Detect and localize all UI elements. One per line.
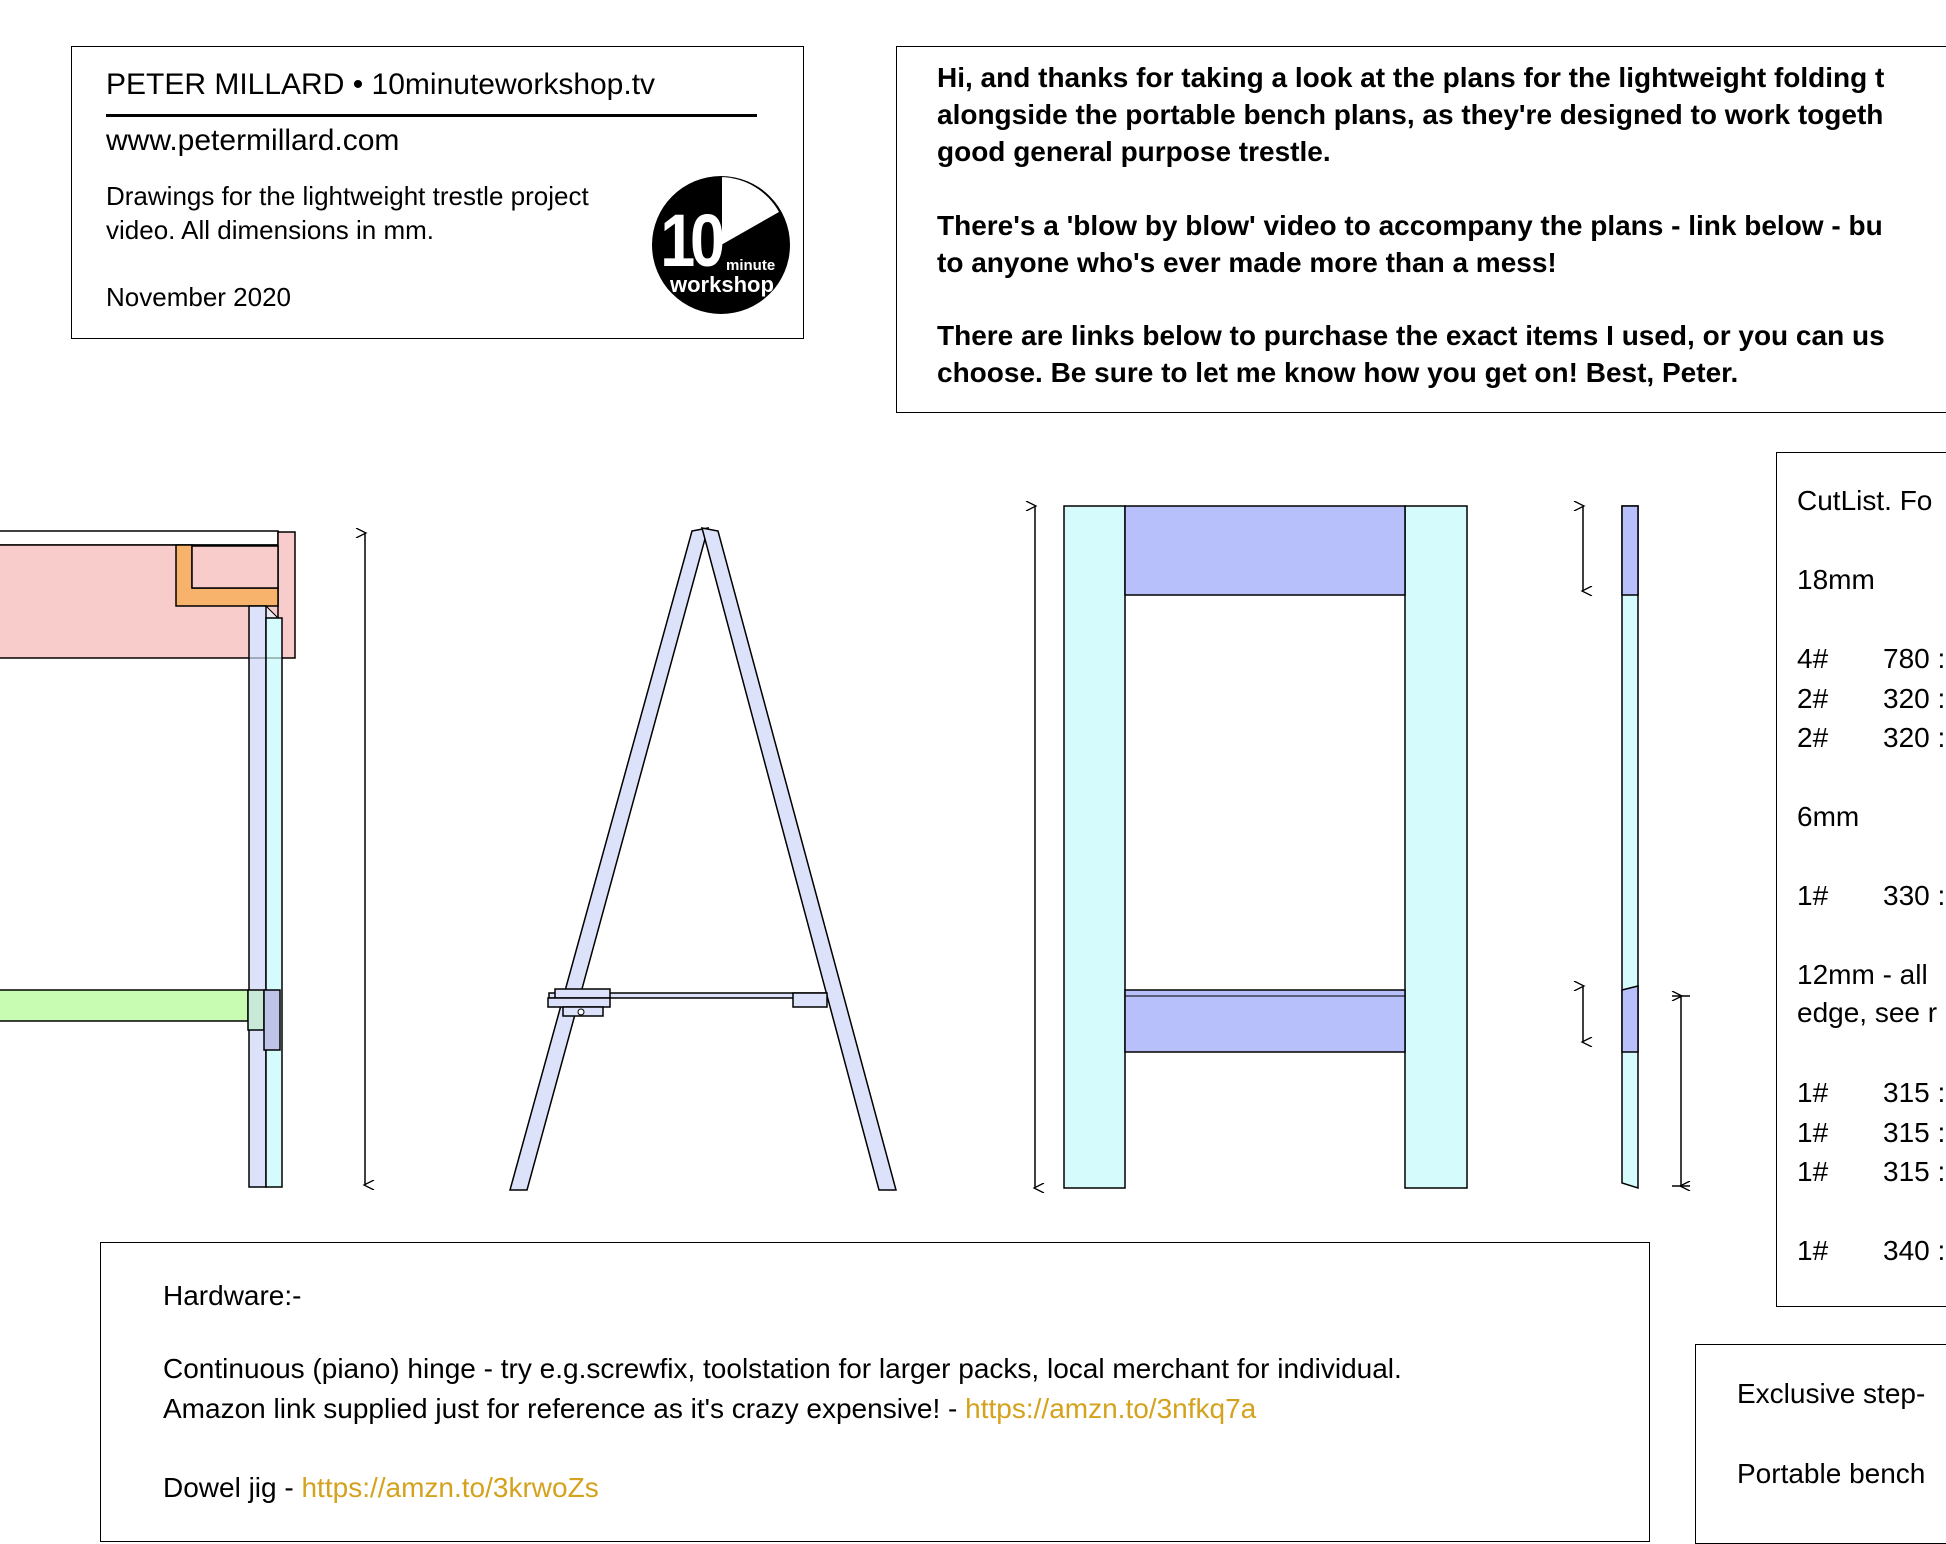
cutlist-qty: 1#	[1797, 1235, 1829, 1266]
a-frame-rail	[549, 993, 826, 998]
exclusive-step-link[interactable]: Exclusive step-	[1737, 1378, 1926, 1409]
dowel-jig-link[interactable]: https://amzn.to/3krwoZs	[301, 1472, 599, 1503]
drawing-date: November 2020	[106, 282, 291, 312]
side-view-drawing	[0, 531, 365, 1187]
website-link[interactable]: www.petermillard.com	[106, 124, 400, 157]
cutlist-dim: 320 :	[1883, 683, 1946, 714]
cutlist-qty: 1#	[1797, 1077, 1829, 1108]
cutlist-dim: 315 :	[1883, 1117, 1946, 1148]
cutlist-qty: 2#	[1797, 683, 1829, 714]
hinge-text-line-2	[163, 1393, 1256, 1425]
front-view-drawing	[1035, 506, 1467, 1188]
side-leg-front	[249, 606, 266, 1187]
edge-top-rail	[1622, 506, 1638, 595]
cutlist-qty: 4#	[1797, 643, 1829, 674]
logo-word-minute: minute	[726, 257, 776, 274]
a-frame-view-drawing	[510, 528, 896, 1190]
cutlist-dim: 340 :	[1883, 1235, 1946, 1266]
side-bench-end	[278, 532, 295, 658]
a-frame-leg-right	[702, 528, 896, 1190]
description-line-1: Drawings for the lightweight trestle project	[106, 181, 589, 211]
hinge-amazon-link[interactable]: https://amzn.to/3nfkq7a	[965, 1393, 1257, 1424]
side-top-board	[0, 531, 278, 545]
hinge-text-1: Continuous (piano) hinge - try e.g.screwfix, toolstation for larger packs, local merchant for individual.	[163, 1353, 1402, 1384]
cutlist-section-12mm-note: edge, see r	[1797, 997, 1938, 1028]
side-rail-brace	[264, 990, 280, 1050]
side-orange-cleat	[176, 545, 278, 606]
intro-line-5: to anyone who's ever made more than a mess!	[937, 247, 1557, 278]
edge-view-drawing	[1583, 506, 1690, 1188]
dowel-jig-line	[163, 1472, 599, 1504]
logo-word-workshop: workshop	[670, 272, 774, 297]
author-line: PETER MILLARD • 10minuteworkshop.tv	[106, 68, 656, 101]
intro-line-7: choose. Be sure to let me know how you get on! Best, Peter.	[937, 357, 1739, 388]
a-frame-leg-left	[510, 528, 708, 1190]
cutlist-qty: 1#	[1797, 880, 1829, 911]
cutlist-qty: 1#	[1797, 1117, 1829, 1148]
links-box	[1695, 1344, 1946, 1544]
logo-number: 10	[660, 199, 720, 283]
front-top-rail	[1125, 506, 1405, 595]
side-green-rail	[0, 990, 248, 1021]
hardware-heading: Hardware:-	[163, 1280, 302, 1311]
dowel-text: Dowel jig -	[163, 1472, 302, 1503]
intro-line-6: There are links below to purchase the exact items I used, or you can us	[937, 320, 1885, 351]
cutlist-dim: 320 :	[1883, 722, 1946, 753]
ten-minute-workshop-logo	[650, 174, 792, 316]
cutlist-heading: CutList. Fo	[1797, 485, 1933, 516]
front-leg-left	[1064, 506, 1125, 1188]
cutlist-section-6mm: 6mm	[1797, 801, 1860, 832]
cutlist-dim: 315 :	[1883, 1156, 1946, 1187]
description-line-2: video. All dimensions in mm.	[106, 215, 435, 245]
intro-line-3: good general purpose trestle.	[937, 136, 1331, 167]
portable-bench-link[interactable]: Portable bench	[1737, 1458, 1926, 1489]
cutlist-section-18mm: 18mm	[1797, 564, 1875, 595]
cutlist-dim: 780 :	[1883, 643, 1946, 674]
cutlist-dim: 330 :	[1883, 880, 1946, 911]
hinge-text-2: Amazon link supplied just for reference as it's crazy expensive! -	[163, 1393, 966, 1424]
cutlist-dim: 315 :	[1883, 1077, 1946, 1108]
front-bottom-rail	[1125, 990, 1405, 1052]
edge-leg	[1622, 506, 1638, 1188]
side-bench-body	[0, 545, 282, 658]
side-hinge-block	[249, 606, 278, 658]
intro-line-2: alongside the portable bench plans, as they're designed to work togeth	[937, 99, 1884, 130]
intro-line-1: Hi, and thanks for taking a look at the plans for the lightweight folding t	[937, 62, 1885, 93]
side-leg-back	[266, 618, 282, 1187]
intro-line-4: There's a 'blow by blow' video to accompany the plans - link below - bu	[937, 210, 1883, 241]
cutlist-section-12mm: 12mm - all	[1797, 959, 1928, 990]
title-rule	[106, 114, 757, 117]
front-leg-right	[1405, 506, 1467, 1188]
edge-bottom-rail	[1622, 986, 1638, 1052]
cutlist-qty: 1#	[1797, 1156, 1829, 1187]
side-rail-block	[248, 990, 264, 1030]
cutlist-qty: 2#	[1797, 722, 1829, 753]
